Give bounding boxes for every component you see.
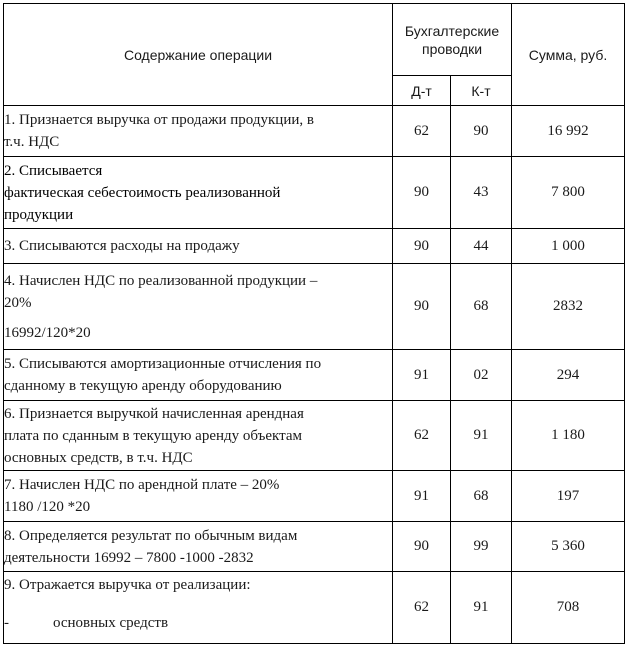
operation-cell bbox=[4, 572, 393, 644]
operation-text: продукции bbox=[4, 206, 74, 223]
header-entries bbox=[393, 4, 512, 76]
amount-cell: 708 bbox=[512, 572, 625, 644]
credit-cell: 91 bbox=[451, 572, 512, 644]
header-row-top bbox=[4, 4, 625, 76]
operation-text: деятельности 16992 – 7800 -1000 -2832 bbox=[4, 549, 254, 566]
operation-cell bbox=[4, 401, 393, 471]
operation-text: основных средств, в т.ч. НДС bbox=[4, 449, 193, 466]
subitem-dash: - bbox=[4, 615, 9, 631]
debit-cell: 90 bbox=[393, 157, 451, 229]
table-row bbox=[4, 350, 625, 401]
table-row bbox=[4, 229, 625, 264]
amount-cell: 2832 bbox=[512, 264, 625, 350]
header-sum: Сумма, руб. bbox=[512, 4, 625, 106]
amount-cell: 197 bbox=[512, 471, 625, 522]
operation-cell bbox=[4, 471, 393, 522]
header-entries-line2: проводки bbox=[421, 40, 483, 57]
header-entries-line1: Бухгалтерские bbox=[404, 22, 500, 39]
table-row bbox=[4, 264, 625, 350]
debit-cell: 62 bbox=[393, 106, 451, 157]
amount-cell: 1 180 bbox=[512, 401, 625, 471]
credit-cell: 91 bbox=[451, 401, 512, 471]
operation-subitem bbox=[4, 612, 392, 634]
operation-cell bbox=[4, 229, 393, 264]
amount-cell: 16 992 bbox=[512, 106, 625, 157]
debit-cell: 62 bbox=[393, 401, 451, 471]
operation-text: 4. Начислен НДС по реализованной продукции – bbox=[4, 272, 318, 289]
accounting-entries-table bbox=[3, 3, 625, 644]
operation-text: 6. Признается выручкой начисленная арендная bbox=[4, 405, 304, 422]
operation-text: 8. Определяется результат по обычным видам bbox=[4, 527, 298, 544]
table-row bbox=[4, 401, 625, 471]
amount-cell: 294 bbox=[512, 350, 625, 401]
operation-text: 20% bbox=[4, 294, 32, 311]
debit-cell: 90 bbox=[393, 229, 451, 264]
header-operation: Содержание операции bbox=[4, 4, 393, 106]
table-row bbox=[4, 522, 625, 572]
operation-formula: 16992/120*20 bbox=[4, 324, 91, 341]
operation-text: 1. Признается выручка от продажи продукции, в bbox=[4, 112, 314, 128]
spacer bbox=[4, 314, 392, 322]
operation-text: т.ч. НДС bbox=[4, 134, 60, 150]
amount-cell: 5 360 bbox=[512, 522, 625, 572]
operation-text: 2. Списывается bbox=[4, 162, 103, 179]
operation-text: 5. Списываются амортизационные отчисления по bbox=[4, 356, 322, 372]
credit-cell: 99 bbox=[451, 522, 512, 572]
table-row bbox=[4, 572, 625, 644]
operation-text: сданному в текущую аренду оборудованию bbox=[4, 378, 282, 394]
credit-cell: 68 bbox=[451, 471, 512, 522]
credit-cell: 68 bbox=[451, 264, 512, 350]
operation-cell bbox=[4, 350, 393, 401]
debit-cell: 90 bbox=[393, 264, 451, 350]
operation-text: плата по сданным в текущую аренду объектам bbox=[4, 427, 303, 444]
operation-cell bbox=[4, 157, 393, 229]
operation-text: 9. Отражается выручка от реализации: bbox=[4, 577, 251, 593]
subitem-text: основных средств bbox=[53, 615, 169, 631]
table-row bbox=[4, 106, 625, 157]
operation-cell bbox=[4, 106, 393, 157]
credit-cell: 43 bbox=[451, 157, 512, 229]
amount-cell: 7 800 bbox=[512, 157, 625, 229]
table-row bbox=[4, 157, 625, 229]
credit-cell: 02 bbox=[451, 350, 512, 401]
header-credit: К-т bbox=[451, 76, 512, 106]
operation-cell bbox=[4, 522, 393, 572]
operation-text: 1180 /120 *20 bbox=[4, 499, 91, 515]
table-row bbox=[4, 471, 625, 522]
credit-cell: 90 bbox=[451, 106, 512, 157]
operation-text: 7. Начислен НДС по арендной плате – 20% bbox=[4, 477, 280, 493]
debit-cell: 91 bbox=[393, 471, 451, 522]
debit-cell: 90 bbox=[393, 522, 451, 572]
credit-cell: 44 bbox=[451, 229, 512, 264]
operation-text: 3. Списываются расходы на продажу bbox=[4, 238, 240, 254]
header-debit: Д-т bbox=[393, 76, 451, 106]
amount-cell: 1 000 bbox=[512, 229, 625, 264]
debit-cell: 91 bbox=[393, 350, 451, 401]
operation-text: фактическая себестоимость реализованной bbox=[4, 184, 281, 201]
operation-cell bbox=[4, 264, 393, 350]
debit-cell: 62 bbox=[393, 572, 451, 644]
